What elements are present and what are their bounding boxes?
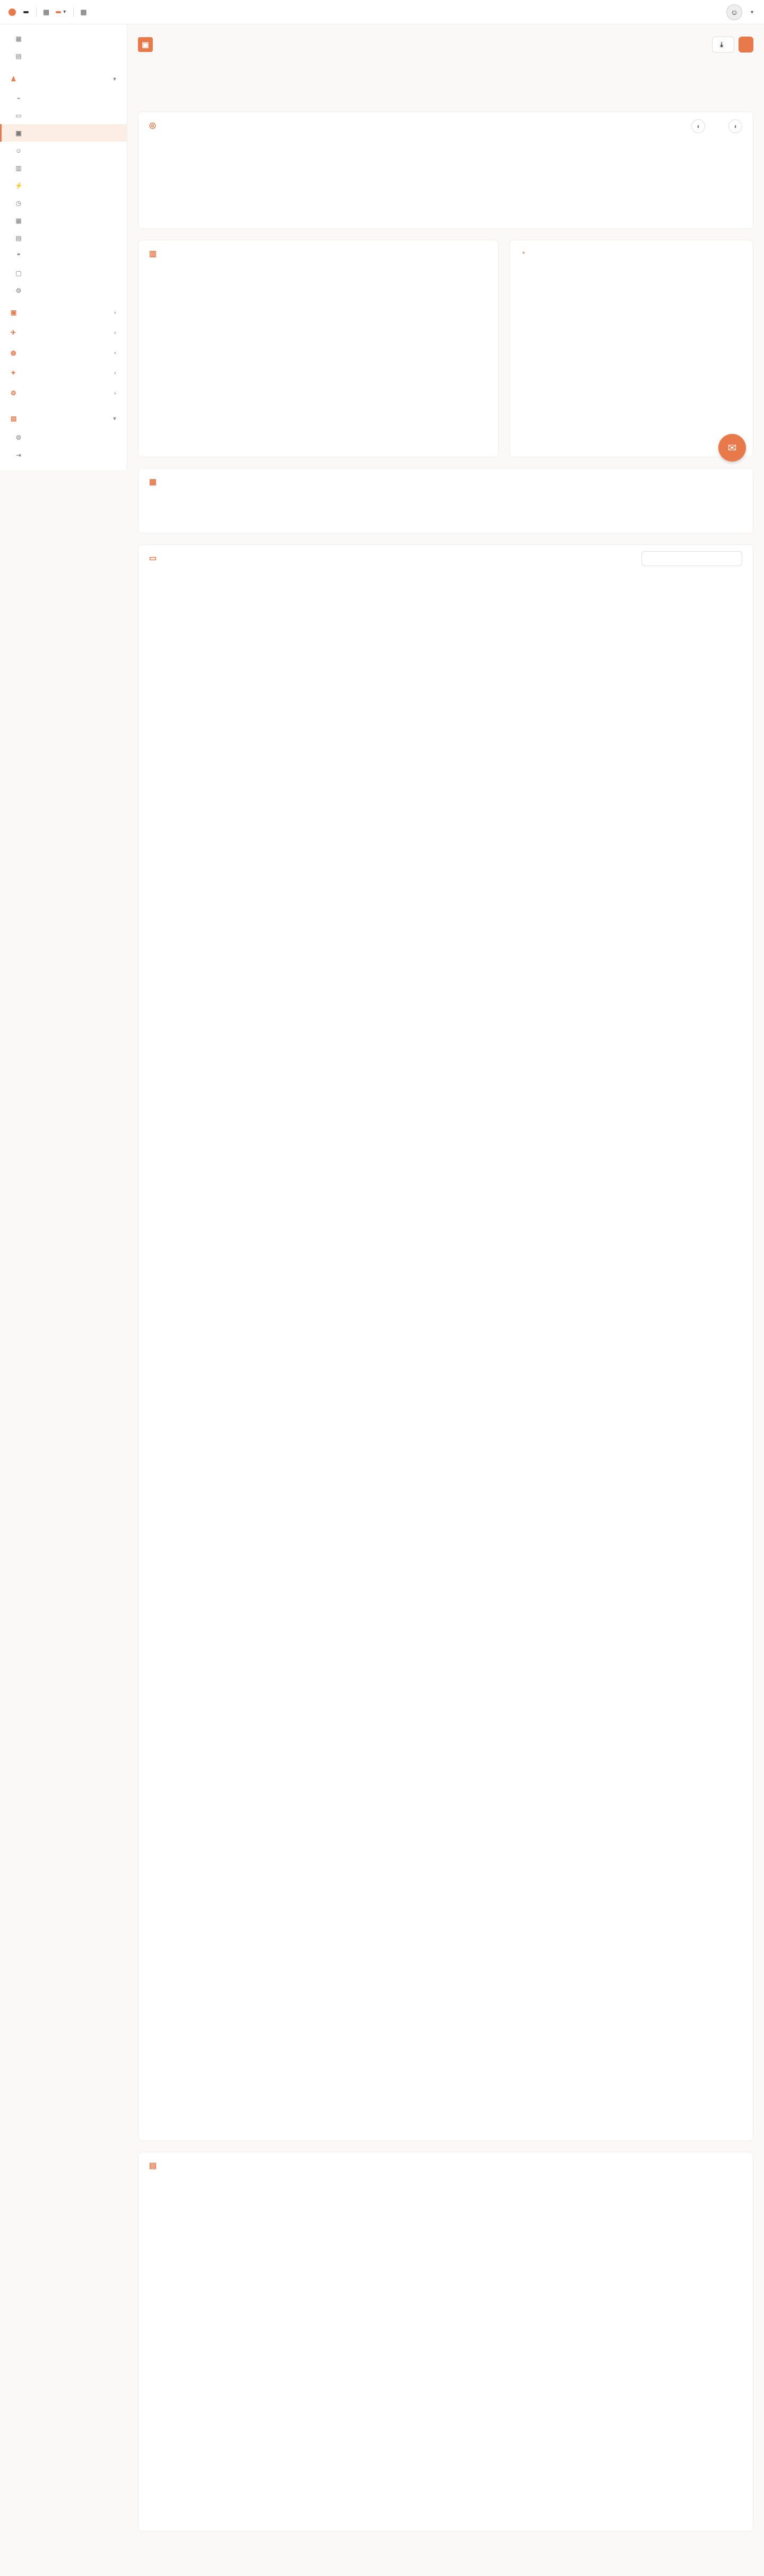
- sidebar-section-clients[interactable]: [0, 69, 127, 89]
- folder-icon: ▭: [149, 554, 157, 563]
- image-icon: ▣: [11, 309, 17, 316]
- sidebar-item-quotes[interactable]: [0, 247, 127, 264]
- target-icon: ◎: [149, 121, 157, 130]
- owner-badge: [56, 11, 61, 13]
- gear-icon: ⚙: [11, 389, 17, 397]
- chevron-right-icon: ›: [114, 309, 116, 316]
- download-icon: ⤓: [720, 40, 723, 48]
- sidebar-section-flying-license[interactable]: [0, 323, 127, 343]
- building-icon: ▦: [80, 7, 87, 16]
- dashboard-icon: ▦: [15, 34, 22, 42]
- receipt-icon: ▤: [149, 2161, 157, 2170]
- spending-revenue-chart: [149, 267, 489, 447]
- book-icon: ▤: [15, 52, 22, 60]
- chevron-down-icon: ▾: [113, 415, 116, 422]
- chevron-down-icon: ▾: [113, 76, 116, 82]
- calendar-icon: ▦: [149, 477, 157, 486]
- chevron-right-icon: ›: [114, 390, 116, 396]
- prev-year-button[interactable]: ‹: [691, 119, 705, 133]
- box-icon: ▢: [15, 269, 22, 277]
- monthly-objectives-card: [138, 111, 753, 229]
- divider: [36, 7, 37, 17]
- calendar-icon: ▦: [15, 216, 22, 224]
- globe-icon: ◍: [11, 349, 16, 356]
- add-expense-button[interactable]: [739, 37, 753, 53]
- sidebar-item-projects[interactable]: [0, 107, 127, 124]
- sidebar-item-automations[interactable]: [0, 282, 127, 299]
- recent-expenses-card: [138, 2152, 753, 2531]
- sidebar-section-platform[interactable]: [0, 408, 127, 429]
- folder-icon: ▭: [15, 111, 22, 119]
- building-icon: ▥: [15, 164, 22, 172]
- divider: [73, 7, 74, 17]
- pipeline-icon: ⌁: [16, 94, 21, 102]
- activity-icon: ⚡: [15, 181, 23, 189]
- gear-icon: ⚙: [15, 433, 22, 441]
- sidebar-item-invoices[interactable]: [0, 229, 127, 247]
- next-year-button[interactable]: ›: [728, 119, 742, 133]
- sidebar-item-calendar[interactable]: [0, 212, 127, 229]
- sidebar-item-accounts[interactable]: [0, 159, 127, 177]
- sidebar-section-ai[interactable]: [0, 363, 127, 383]
- app-logo-icon: [8, 8, 16, 16]
- project-search-input[interactable]: [641, 551, 742, 566]
- sidebar-item-logout[interactable]: [0, 446, 127, 464]
- sidebar-section-digital-assets[interactable]: [0, 302, 127, 323]
- expense-breakdown-card: [509, 240, 753, 457]
- top-bar: [0, 0, 764, 24]
- main-content: [138, 24, 753, 2531]
- chart-icon: ▥: [149, 249, 157, 258]
- sidebar-item-contacts[interactable]: [0, 142, 127, 159]
- sidebar-item-platform-settings[interactable]: [0, 429, 127, 446]
- chat-icon: ✉: [727, 442, 737, 454]
- chat-fab-button[interactable]: [718, 434, 746, 462]
- robot-icon: ⚙: [15, 286, 22, 294]
- sidebar-item-documentation[interactable]: [0, 47, 127, 65]
- sidebar-item-pipeline[interactable]: [0, 89, 127, 107]
- sparkle-icon: ✦: [11, 369, 16, 377]
- users-icon: ♟: [11, 75, 17, 83]
- contact-icon: ☺: [15, 146, 22, 154]
- user-menu[interactable]: [726, 4, 753, 20]
- building-icon: ▦: [43, 7, 50, 16]
- chevron-right-icon: ›: [114, 370, 116, 376]
- avatar[interactable]: ☺: [726, 4, 742, 20]
- sidebar-section-settings[interactable]: [0, 383, 127, 403]
- sidebar-item-budget[interactable]: [0, 124, 127, 142]
- project-budgets-card: [138, 544, 753, 2141]
- clock-icon: ◷: [15, 199, 22, 207]
- chevron-down-icon[interactable]: ▾: [63, 9, 66, 15]
- chevron-right-icon: ›: [114, 350, 116, 356]
- sidebar-item-dashboard[interactable]: [0, 30, 127, 47]
- wallet-icon: ▣: [15, 129, 22, 137]
- sidebar-item-products[interactable]: [0, 264, 127, 282]
- sidebar-item-activities[interactable]: [0, 177, 127, 194]
- kpi-row: [138, 65, 753, 102]
- export-button[interactable]: [712, 37, 734, 53]
- beta-badge: [23, 11, 29, 13]
- quote-icon: ❝: [16, 251, 21, 259]
- invoice-icon: ▤: [15, 234, 22, 242]
- chevron-down-icon[interactable]: ▾: [750, 9, 753, 15]
- pie-icon: ◔: [520, 249, 526, 258]
- plane-icon: ✈: [11, 329, 16, 336]
- monthly-spending-card: [138, 240, 499, 457]
- sidebar: [0, 24, 127, 470]
- revenue-per-year-card: [138, 468, 753, 534]
- chevron-right-icon: ›: [114, 329, 116, 336]
- sidebar-section-website[interactable]: [0, 343, 127, 363]
- server-icon: ▤: [11, 415, 17, 422]
- wallet-icon: ▣: [138, 37, 153, 52]
- logout-icon: ⇥: [15, 451, 22, 459]
- page-header: [138, 24, 753, 65]
- sidebar-item-appointments[interactable]: [0, 194, 127, 212]
